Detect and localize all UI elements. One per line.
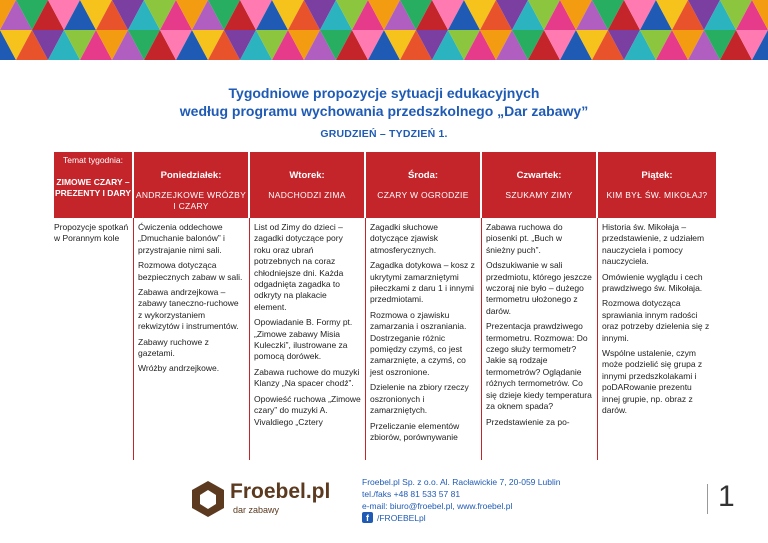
activity-item: Opowieść ruchowa „Zimowe czary” do muzyki A. Vivaldiego „Cztery [254, 393, 361, 427]
facebook-link[interactable]: f /FROEBELpl [362, 512, 426, 523]
activity-item: Rozmowa dotycząca sprawiania innym radości oraz potrzeby dzielenia się z innymi. [602, 298, 710, 343]
cell-thursday [482, 218, 598, 460]
day-header-tuesday: Wtorek: NADCHODZI ZIMA [250, 152, 366, 218]
page-number: 1 [718, 480, 735, 513]
page-divider [707, 484, 708, 514]
activity-item: Zabawa ruchowa do piosenki pt. „Buch w śnieżny puch”. [486, 222, 563, 255]
activity-item: Zabawy ruchowe z gazetami. [138, 336, 209, 359]
cell-tuesday [250, 218, 366, 460]
activity-item: Rozmowa o zjawisku zamarzania i oszraniania. Dostrzeganie różnic pomiędzy czymś, co jest zamarznięte, a czymś, co jest oszronione. [370, 309, 467, 377]
contact-info: Froebel.pl Sp. z o.o. Al. Racławickie 7, 20-059 Lublin tel./faks +48 81 533 57 81 e-mail: biuro@froebel.pl, www.froebel.pl [362, 477, 561, 511]
page-title: Tygodniowe propozycje sytuacji edukacyjnych według programu wychowania przedszkolnego „Dar zabawy” [179, 85, 589, 119]
brand-tagline: dar zabawy [233, 505, 280, 515]
schedule-table [54, 152, 716, 460]
activity-item: Zabawa ruchowe do muzyki Klanzy „Na spacer chodź”. [254, 366, 360, 389]
activity-item: Przedstawienie za po- [486, 416, 570, 427]
cell-friday [598, 218, 716, 460]
activity-item: Rozmowa dotycząca bezpiecznych zabaw w sali. [138, 260, 243, 282]
activity-item: Historia św. Mikołaja – przedstawienie, z udziałem nauczyciela i pomocy nauczyciela. [602, 222, 705, 267]
activity-item: List od Zimy do dzieci – zagadki dotyczące pory roku oraz ubrań potrzebnych na coraz chłodniejsze dni. Każda odgadnięta zagadka to odkryty na plakacie element. [254, 222, 344, 312]
week-subtitle: GRUDZIEŃ – TYDZIEŃ 1. [320, 128, 448, 140]
day-header-monday: Poniedziałek: ANDRZEJKOWE WRÓŻBY I CZARY [134, 152, 250, 218]
day-header-friday: Piątek: KIM BYŁ ŚW. MIKOŁAJ? [598, 152, 716, 218]
cell-monday [134, 218, 250, 460]
activity-item: Przeliczanie elementów zbiorów, porównywanie [370, 420, 460, 442]
week-theme: ZIMOWE CZARY – PREZENTY I DARY [54, 177, 132, 198]
theme-header-cell: Temat tygodnia: ZIMOWE CZARY – PREZENTY I DARY [54, 152, 134, 218]
activity-item: Ćwiczenia oddechowe „Dmuchanie balonów” i przystrajanie nimi sali. [138, 222, 225, 255]
activity-item: Zagadka dotykowa – kosz z ukrytymi zamarzniętymi piłeczkami z daru 1 i innymi przedmiotami. [370, 260, 475, 305]
facebook-icon: f [362, 512, 373, 523]
activity-item: Prezentacja prawdziwego termometru. Rozmowa: Do czego służy termometr? Jakie są rodzaje termometrów? Oglądanie różnych termometrów. Co się dzieje kiedy temperatura za oknem spada? [486, 321, 592, 412]
activity-item: Omówienie wyglądu i cech prawdziwego św. Mikołaja. [602, 271, 703, 294]
activity-item: Wspólne ustalenie, czym może podzielić się grupa z innymi przedszkolakami i poDARowanie prezentu innej grupie, np. obraz z darów. [602, 348, 703, 416]
cell-wednesday [366, 218, 482, 460]
activity-item: Opowiadanie B. Formy pt. „Zimowe zabawy Misia Kuleczki”, ilustrowane za pomocą dorówek. [254, 317, 353, 362]
brand-name: Froebel.pl [230, 480, 331, 503]
decorative-triangle-banner [0, 0, 768, 60]
activity-item: Zabawa andrzejkowa – zabawy taneczno-ruchowe z wykorzystaniem rekwizytów i instrumentów. [138, 287, 239, 332]
activity-item: Dzielenie na zbiory rzeczy oszronionych i zamarzniętych. [370, 382, 469, 416]
day-header-thursday: Czwartek: SZUKAMY ZIMY [482, 152, 598, 218]
day-header-wednesday: Środa: CZARY W OGRODZIE [366, 152, 482, 218]
email-link[interactable]: e-mail: biuro@froebel.pl, www.froebel.pl [362, 501, 513, 511]
activity-item: Wróżby andrzejkowe. [138, 363, 220, 374]
activity-item: Odszukiwanie w sali przedmiotu, którego jeszcze wczoraj nie było – dużego termometru ułożonego z darów. [486, 260, 592, 316]
activity-item: Zagadki słuchowe dotyczące zjawisk atmosferycznych. [370, 222, 439, 255]
row-label-cell: Propozycje spotkań w Porannym kole [54, 218, 134, 460]
